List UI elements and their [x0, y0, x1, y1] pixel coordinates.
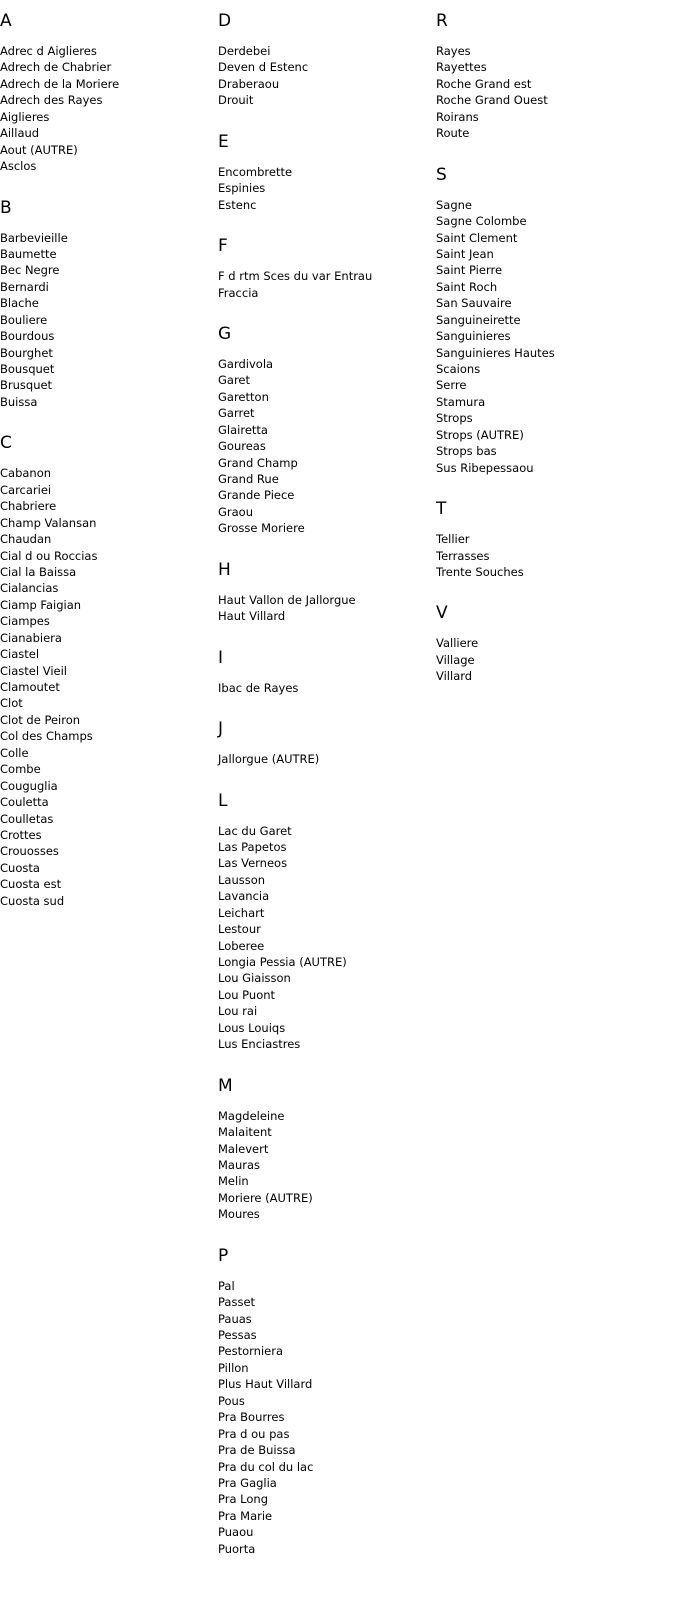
- place-link[interactable]: Haut Villard: [218, 609, 286, 624]
- place-list: [218, 43, 436, 109]
- letter-group-e: [218, 130, 436, 213]
- place-link[interactable]: Garret: [218, 406, 255, 421]
- place-link[interactable]: Colle: [0, 745, 29, 760]
- place-list: [218, 680, 436, 696]
- letter-heading: I: [218, 647, 224, 668]
- letter-heading: F: [218, 236, 228, 257]
- place-link[interactable]: Combe: [0, 762, 41, 777]
- place-link[interactable]: Bousquet: [0, 362, 55, 376]
- place-link[interactable]: Sagne: [436, 197, 473, 212]
- place-link[interactable]: Ciamp Faigian: [0, 597, 82, 612]
- place-link[interactable]: Strops: [436, 411, 473, 426]
- place-link[interactable]: Cuosta est: [0, 877, 62, 892]
- letter-group-p: [218, 1244, 436, 1557]
- place-link[interactable]: Sanguinieres: [436, 329, 511, 344]
- place-link[interactable]: Ciastel Vieil: [0, 663, 67, 678]
- place-link[interactable]: Cialancias: [0, 581, 59, 596]
- letter-heading: M: [218, 1075, 233, 1096]
- place-link[interactable]: Malaitent: [218, 1125, 272, 1140]
- place-link[interactable]: Stamura: [436, 394, 486, 409]
- place-link[interactable]: Moures: [218, 1207, 260, 1222]
- place-list: [436, 635, 675, 684]
- letter-group-c: [0, 431, 218, 909]
- place-link[interactable]: Adrech des Rayes: [0, 93, 103, 108]
- place-list: [218, 164, 436, 213]
- index-column-1: [0, 9, 218, 930]
- letter-heading: S: [436, 164, 447, 185]
- letter-group-t: [436, 497, 675, 580]
- place-link[interactable]: Strops bas: [436, 444, 497, 459]
- letter-group-h: [218, 558, 436, 625]
- place-link[interactable]: Rayes: [436, 44, 471, 58]
- place-link[interactable]: Serre: [436, 378, 467, 393]
- letter-group-j: [218, 717, 436, 767]
- place-link[interactable]: Asclos: [0, 159, 37, 174]
- place-list: [218, 823, 436, 1053]
- letter-heading: C: [0, 433, 12, 454]
- place-link[interactable]: Glairetta: [218, 422, 268, 437]
- place-link[interactable]: Bourdous: [0, 329, 55, 344]
- place-link[interactable]: Cuosta: [0, 860, 40, 875]
- place-link[interactable]: Saint Clement: [436, 230, 518, 245]
- place-link[interactable]: Malevert: [218, 1141, 269, 1156]
- place-link[interactable]: Aillaud: [0, 126, 40, 141]
- place-link[interactable]: Chaudan: [0, 532, 52, 547]
- place-link[interactable]: Chabriere: [0, 499, 57, 514]
- place-list: [436, 43, 675, 142]
- letter-heading: A: [0, 11, 12, 31]
- place-link[interactable]: F d rtm Sces du var Entrau: [218, 269, 373, 284]
- place-link[interactable]: Lac du Garet: [218, 823, 292, 838]
- letter-heading: L: [218, 790, 228, 811]
- letter-group-d: [218, 9, 436, 109]
- place-link[interactable]: Drouit: [218, 93, 254, 108]
- place-link[interactable]: Couletta: [0, 795, 49, 810]
- place-link[interactable]: Garetton: [218, 389, 269, 404]
- letter-heading: E: [218, 131, 229, 152]
- place-link[interactable]: Pous: [218, 1393, 245, 1408]
- place-link[interactable]: Col des Champs: [0, 729, 93, 744]
- place-link[interactable]: Grand Champ: [218, 455, 298, 470]
- place-link[interactable]: Grande Piece: [218, 488, 295, 503]
- place-link[interactable]: Pra de Buissa: [218, 1443, 296, 1458]
- place-link[interactable]: Haut Vallon de Jallorgue: [218, 592, 356, 607]
- place-link[interactable]: Garet: [218, 373, 251, 388]
- place-link[interactable]: Puaou: [218, 1525, 254, 1540]
- place-link[interactable]: Goureas: [218, 439, 266, 454]
- place-link[interactable]: Valliere: [436, 636, 479, 651]
- letter-group-g: [218, 322, 436, 537]
- letter-heading: D: [218, 11, 232, 31]
- place-link[interactable]: Trente Souches: [436, 564, 524, 579]
- place-link[interactable]: Mauras: [218, 1157, 261, 1172]
- letter-group-s: [436, 163, 675, 476]
- place-link[interactable]: Adrech de Chabrier: [0, 60, 112, 75]
- letter-group-v: [436, 601, 675, 684]
- place-link[interactable]: Cial d ou Roccias: [0, 548, 98, 563]
- letter-group-f: [218, 234, 436, 301]
- place-link[interactable]: Barbevieille: [0, 230, 68, 245]
- place-link[interactable]: Saint Roch: [436, 279, 498, 294]
- place-link[interactable]: Espinies: [218, 181, 266, 196]
- place-link[interactable]: Pra du col du lac: [218, 1459, 314, 1474]
- place-link[interactable]: Grand Rue: [218, 472, 279, 486]
- place-link[interactable]: Strops (AUTRE): [436, 427, 524, 442]
- letter-group-m: [218, 1074, 436, 1223]
- place-link[interactable]: Aiglieres: [0, 109, 50, 124]
- place-link[interactable]: Bec Negre: [0, 263, 60, 278]
- place-link[interactable]: Moriere (AUTRE): [218, 1190, 313, 1205]
- place-link[interactable]: Magdeleine: [218, 1108, 285, 1123]
- letter-heading: B: [0, 197, 12, 218]
- index-column-3: [436, 9, 675, 706]
- place-list: [218, 1278, 436, 1557]
- place-link[interactable]: Lou rai: [218, 1004, 258, 1019]
- place-link[interactable]: Sanguineirette: [436, 312, 521, 327]
- place-link[interactable]: Ciampes: [0, 614, 50, 629]
- place-list: [218, 751, 436, 767]
- place-link[interactable]: Lus Enciastres: [218, 1037, 301, 1052]
- letter-group-a: [0, 9, 218, 175]
- place-list: [436, 197, 675, 476]
- place-link[interactable]: Tellier: [436, 532, 470, 547]
- place-link[interactable]: Pra d ou pas: [218, 1426, 290, 1441]
- letter-heading: J: [218, 719, 224, 740]
- place-link[interactable]: Coulletas: [0, 811, 54, 826]
- place-link[interactable]: Ciastel: [0, 647, 40, 662]
- place-link[interactable]: Ibac de Rayes: [218, 680, 299, 695]
- letter-heading: V: [436, 603, 448, 624]
- place-link[interactable]: Crouosses: [0, 844, 59, 859]
- letter-heading: T: [436, 499, 447, 520]
- place-link[interactable]: Encombrette: [218, 164, 293, 179]
- place-link[interactable]: Pra Marie: [218, 1508, 273, 1523]
- place-link[interactable]: Jallorgue (AUTRE): [218, 752, 320, 767]
- place-link[interactable]: Las Papetos: [218, 839, 287, 854]
- place-link[interactable]: Cuosta sud: [0, 893, 65, 908]
- place-link[interactable]: Route: [436, 126, 470, 141]
- place-link[interactable]: Pal: [218, 1278, 235, 1293]
- letter-group-l: [218, 789, 436, 1053]
- place-link[interactable]: Couguglia: [0, 778, 58, 793]
- place-link[interactable]: Aout (AUTRE): [0, 142, 78, 157]
- place-link[interactable]: Villard: [436, 669, 473, 684]
- place-list: [218, 356, 436, 537]
- place-link[interactable]: Leichart: [218, 905, 265, 920]
- place-link[interactable]: Brusquet: [0, 378, 53, 393]
- place-link[interactable]: Graou: [218, 504, 254, 519]
- place-link[interactable]: Buissa: [0, 394, 38, 409]
- place-link[interactable]: Longia Pessia (AUTRE): [218, 955, 347, 969]
- place-link[interactable]: Cabanon: [0, 466, 52, 481]
- place-link[interactable]: Clot: [0, 696, 23, 711]
- place-link[interactable]: Champ Valansan: [0, 515, 97, 530]
- place-link[interactable]: Roirans: [436, 109, 479, 124]
- place-link[interactable]: Estenc: [218, 197, 257, 212]
- place-link[interactable]: Village: [436, 652, 475, 667]
- place-link[interactable]: Roche Grand est: [436, 76, 532, 91]
- place-link[interactable]: Pra Gaglia: [218, 1475, 277, 1490]
- place-link[interactable]: Plus Haut Villard: [218, 1377, 313, 1392]
- place-list: [218, 1108, 436, 1223]
- place-link[interactable]: Bouliere: [0, 312, 48, 327]
- place-link[interactable]: Saint Jean: [436, 246, 494, 261]
- place-link[interactable]: Cial la Baissa: [0, 564, 77, 579]
- place-link[interactable]: Gardivola: [218, 356, 274, 371]
- place-link[interactable]: Derdebei: [218, 44, 271, 58]
- place-link[interactable]: Sus Ribepessaou: [436, 460, 534, 475]
- place-link[interactable]: Fraccia: [218, 285, 259, 300]
- place-list: [0, 465, 218, 909]
- place-link[interactable]: Bernardi: [0, 279, 49, 294]
- place-link[interactable]: Passet: [218, 1295, 256, 1310]
- place-link[interactable]: Crottes: [0, 827, 42, 842]
- place-link[interactable]: Deven d Estenc: [218, 60, 309, 75]
- place-link[interactable]: Rayettes: [436, 60, 487, 75]
- place-link[interactable]: Carcariei: [0, 482, 52, 497]
- place-link[interactable]: Adrech de la Moriere: [0, 76, 120, 91]
- letter-heading: H: [218, 559, 231, 580]
- place-link[interactable]: Cianabiera: [0, 630, 62, 645]
- place-link[interactable]: Lavancia: [218, 889, 270, 904]
- place-link[interactable]: Draberaou: [218, 76, 280, 91]
- place-link[interactable]: Roche Grand Ouest: [436, 93, 548, 108]
- place-link[interactable]: Lou Puont: [218, 987, 276, 1002]
- place-link[interactable]: Loberee: [218, 938, 265, 953]
- place-link[interactable]: Adrec d Aiglieres: [0, 44, 97, 58]
- place-link[interactable]: Saint Pierre: [436, 263, 503, 278]
- place-list: [218, 592, 436, 625]
- place-link[interactable]: Grosse Moriere: [218, 521, 305, 536]
- place-link[interactable]: Pauas: [218, 1311, 252, 1326]
- place-list: [218, 268, 436, 301]
- index-column-2: [218, 9, 436, 1578]
- place-link[interactable]: Lausson: [218, 872, 266, 887]
- place-link[interactable]: Clamoutet: [0, 680, 60, 694]
- place-link[interactable]: Pra Bourres: [218, 1410, 285, 1425]
- letter-group-i: [218, 646, 436, 696]
- place-list: [436, 531, 675, 580]
- place-link[interactable]: Baumette: [0, 246, 57, 261]
- place-link[interactable]: Melin: [218, 1174, 249, 1189]
- place-link[interactable]: San Sauvaire: [436, 296, 512, 311]
- place-link[interactable]: Lous Louiqs: [218, 1020, 286, 1035]
- place-list: [0, 230, 218, 411]
- place-link[interactable]: Pra Long: [218, 1492, 268, 1507]
- place-link[interactable]: Puorta: [218, 1541, 256, 1556]
- place-link[interactable]: Lou Giaisson: [218, 971, 291, 986]
- place-link[interactable]: Terrasses: [436, 548, 490, 563]
- place-link[interactable]: Pillon: [218, 1360, 249, 1375]
- place-link[interactable]: Bourghet: [0, 345, 53, 360]
- letter-group-b: [0, 196, 218, 411]
- letter-heading: R: [436, 11, 448, 31]
- place-link[interactable]: Sagne Colombe: [436, 214, 527, 229]
- place-link[interactable]: Scaions: [436, 362, 481, 376]
- place-list: [0, 43, 218, 175]
- place-link[interactable]: Pessas: [218, 1328, 257, 1342]
- place-link[interactable]: Blache: [0, 296, 39, 311]
- place-link[interactable]: Lestour: [218, 922, 261, 937]
- place-link[interactable]: Las Verneos: [218, 856, 288, 871]
- letter-heading: P: [218, 1245, 229, 1266]
- place-link[interactable]: Sanguinieres Hautes: [436, 345, 555, 360]
- place-link[interactable]: Clot de Peiron: [0, 712, 81, 727]
- letter-group-r: [436, 9, 675, 142]
- letter-heading: G: [218, 323, 232, 344]
- place-link[interactable]: Pestorniera: [218, 1344, 283, 1359]
